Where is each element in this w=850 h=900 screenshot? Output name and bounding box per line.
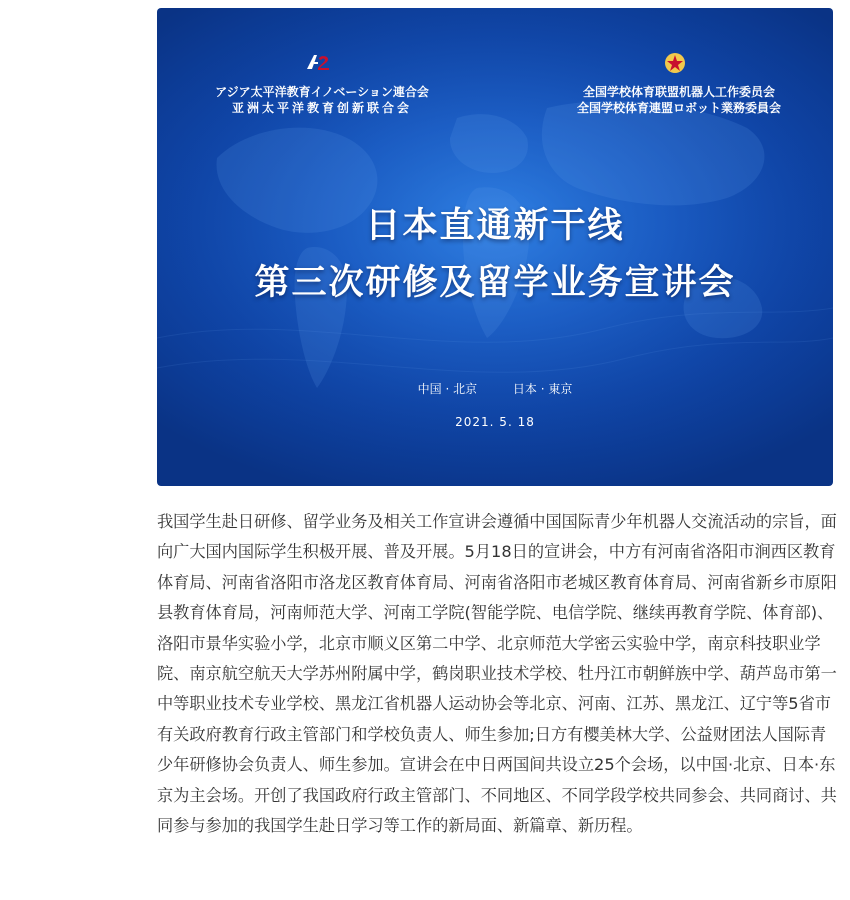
right-org-chinese: 全国学校体育联盟机器人工作委员会	[582, 85, 775, 99]
right-org-japanese: 全国学校体育連盟ロボット業務委員会	[576, 101, 781, 115]
location-china: 中国 · 北京	[417, 382, 478, 396]
banner-title-line1: 日本直通新干线	[365, 206, 625, 246]
event-banner	[157, 8, 833, 486]
article-paragraph: 我国学生赴日研修、留学业务及相关工作宣讲会遵循中国国际青少年机器人交流活动的宗旨，面向广大国内国际学生积极开展、普及开展。5月18日的宣讲会，中方有河南省洛阳市涧西区教育体育局、河南省洛阳市洛龙区教育体育局、河南省洛阳市老城区教育体育局、河南省新乡市原阳县教育体育局，河南师范大学、河南工学院(智能学院、电信学院、继续再教育学院、体育部)、洛阳市景华实验小学，北京市顺义区第二中学、北京师范大学密云实验中学，南京科技职业学院、南京航空航天大学苏州附属中学，鹤岗职业技术学校、牡丹江市朝鲜族中学、葫芦岛市第一中等职业技术专业学校、黑龙江省机器人运动协会等北京、河南、江苏、黑龙江、辽宁等5省市有关政府教育行政主管部门和学校负责人、师生参加;日方有樱美林大学、公益财团法人国际青少年研修协会负责人、师生参加。宣讲会在中日两国间共设立25个会场，以中国·北京、日本·东京为主会场。开创了我国政府行政主管部门、不同地区、不同学段学校共同参会、共同商讨、共同参与参加的我国学生赴日学习等工作的新局面、新篇章、新历程。	[157, 512, 837, 836]
emblem-icon	[664, 52, 686, 74]
left-organization	[197, 84, 447, 116]
venue-locations	[157, 380, 833, 397]
a2-logo-icon	[305, 53, 331, 71]
left-org-japanese: アジア太平洋教育イノベーション連合会	[215, 85, 429, 99]
banner-title-line2: 第三次研修及留学业务宣讲会	[254, 263, 736, 303]
left-org-chinese: 亚洲太平洋教育创新联合会	[231, 101, 412, 115]
location-japan: 日本 · 東京	[512, 382, 573, 396]
event-date: 2021. 5. 18	[455, 415, 535, 429]
right-organization	[569, 84, 789, 116]
